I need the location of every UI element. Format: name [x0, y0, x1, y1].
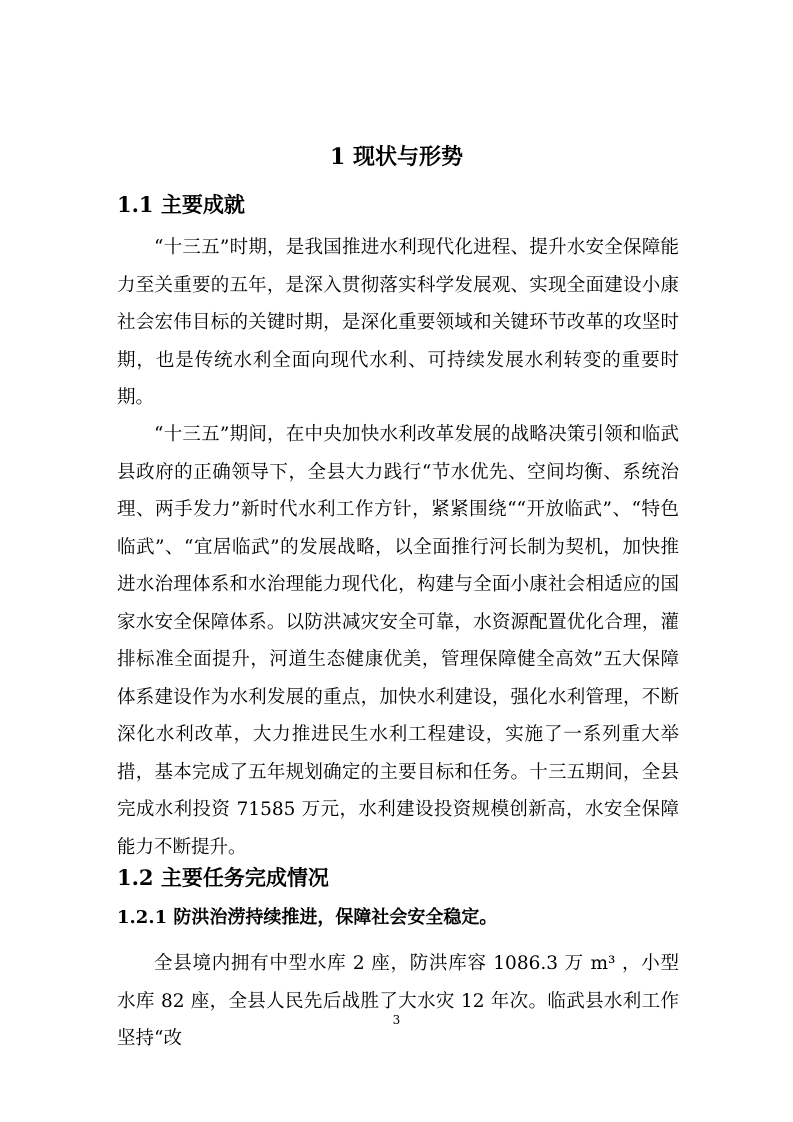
section-heading-1-1: 1.1 主要成就 [117, 192, 245, 217]
page-number: 3 [392, 1013, 401, 1027]
paragraph-1-1-2: “十三五”期间，在中央加快水利改革发展的战略决策引领和临武县政府的正确领导下，全县大力践行“节水优先、空间均衡、系统治理、两手发力”新时代水利工作方针，紧紧围绕““开放临武”、“特色临武”、“宜居临武”的发展战略，以全面推行河长制为契机，加快推进水治理体系和水治理能力现代化，构建与全面小康社会相适应的国家水安全保障体系。以防洪减灾安全可靠，水资源配置优化合理，灌排标准全面提升，河道生态健康优美，管理保障健全高效”五大保障体系建设作为水利发展的重点，加快水利建设，强化水利管理，不断深化水利改革，大力推进民生水利工程建设，实施了一系列重大举措，基本完成了五年规划确定的主要目标和任务。十三五期间，全县完成水利投资 71585 万元，水利建设投资规模创新高，水安全保障能力不断提升。 [117, 424, 679, 858]
chapter-title: 1 现状与形势 [330, 144, 463, 170]
subsection-heading-1-2-1: 1.2.1 防洪治涝持续推进，保障社会安全稳定。 [117, 907, 498, 928]
paragraph-1-1-1: “十三五”时期，是我国推进水利现代化进程、提升水安全保障能力至关重要的五年，是深入贯彻落实科学发展观、实现全面建设小康社会宏伟目标的关键时期，是深化重要领域和关键环节改革的攻坚时期，也是传统水利全面向现代水利、可持续发展水利转变的重要时期。 [117, 237, 679, 408]
paragraph-1-2-1: 全县境内拥有中型水库 2 座，防洪库容 1086.3 万 m³ ，小型水库 82 座，全县人民先后战胜了大水灾 12 年次。临武县水利工作坚持“改 [117, 953, 679, 1049]
section-heading-1-2: 1.2 主要任务完成情况 [117, 865, 329, 890]
